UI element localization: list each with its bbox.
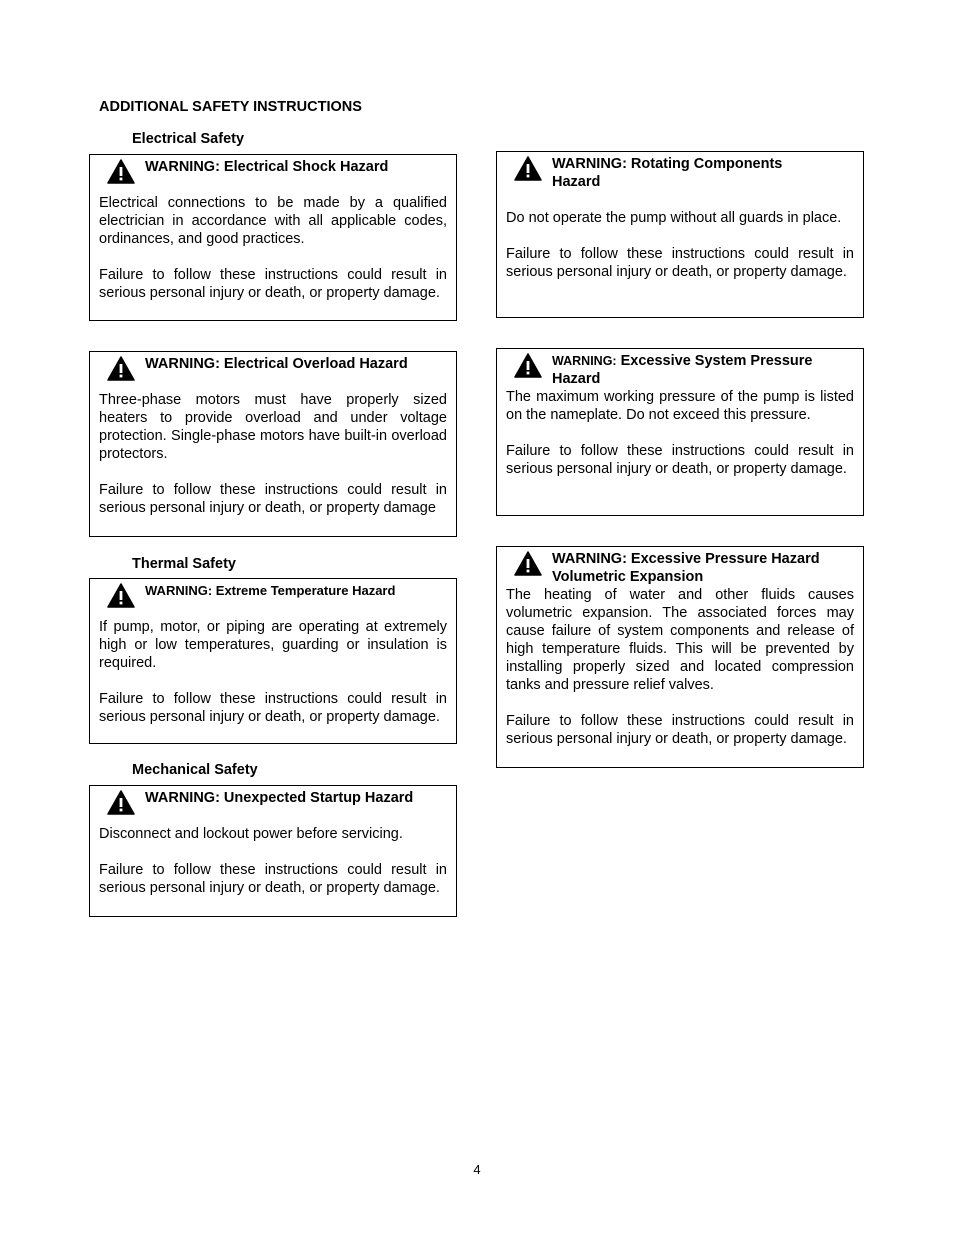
warning-consequence: Failure to follow these instructions could result in serious personal injury or death, or property damage.: [99, 267, 447, 301]
warning-header: [99, 158, 447, 176]
warning-triangle-icon: [107, 583, 135, 608]
warning-text: If pump, motor, or piping are operating at extremely high or low temperatures, guarding or insulation is required.: [99, 619, 447, 671]
warning-consequence: Failure to follow these instructions could result in serious personal injury or death, or property damage.: [99, 862, 447, 896]
warning-title-line1: WARNING: Excessive Pressure Hazard: [552, 551, 820, 567]
warning-box-system-pressure: [496, 348, 864, 516]
warning-title: WARNING: Electrical Shock Hazard: [145, 159, 389, 175]
warning-header: [506, 155, 854, 191]
warning-text: Disconnect and lockout power before servicing.: [99, 826, 403, 842]
warning-box-rotating-components: [496, 151, 864, 318]
warning-header: [506, 550, 854, 586]
warning-title-line2: Hazard: [552, 371, 601, 387]
warning-box-volumetric-expansion: [496, 546, 864, 768]
page-number: 4: [473, 1162, 481, 1177]
warning-triangle-icon: [514, 353, 542, 378]
warning-triangle-icon: [107, 159, 135, 184]
warning-triangle-icon: [107, 356, 135, 381]
warning-title: WARNING: Electrical Overload Hazard: [145, 356, 408, 372]
warning-text: The heating of water and other fluids causes volumetric expansion. The associated forces may cause failure of system components and release of high temperature fluids. This will be prevented by installing properly sized and located compression tanks and pressure relief valves.: [506, 587, 854, 693]
warning-text: The maximum working pressure of the pump is listed on the nameplate. Do not exceed this pressure.: [506, 389, 854, 423]
section-title-mechanical: Mechanical Safety: [132, 762, 258, 778]
warning-title: WARNING: Extreme Temperature Hazard: [145, 583, 396, 598]
warning-header: [99, 582, 447, 600]
warning-title-line1: WARNING: Rotating Components: [552, 156, 783, 172]
warning-header: [506, 352, 854, 388]
warning-title-line2: Hazard: [552, 174, 601, 190]
warning-box-unexpected-startup: [89, 785, 457, 917]
warning-header: [99, 789, 447, 807]
warning-title-lead: WARNING:: [552, 354, 617, 368]
warning-box-electrical-shock: [89, 154, 457, 321]
warning-triangle-icon: [107, 790, 135, 815]
warning-consequence: Failure to follow these instructions could result in serious personal injury or death, or property damage: [99, 482, 447, 516]
page-title: ADDITIONAL SAFETY INSTRUCTIONS: [99, 99, 362, 115]
section-title-electrical: Electrical Safety: [132, 131, 245, 147]
warning-title: WARNING: Unexpected Startup Hazard: [145, 790, 414, 806]
section-title-thermal: Thermal Safety: [132, 556, 236, 572]
warning-triangle-icon: [514, 551, 542, 576]
warning-consequence: Failure to follow these instructions could result in serious personal injury or death, or property damage.: [506, 443, 854, 477]
warning-text: Do not operate the pump without all guards in place.: [506, 210, 842, 226]
warning-title-rest: Excessive System Pressure: [616, 353, 813, 369]
warning-consequence: Failure to follow these instructions could result in serious personal injury or death, or property damage.: [99, 691, 447, 725]
warning-consequence: Failure to follow these instructions could result in serious personal injury or death, or property damage.: [506, 246, 854, 280]
warning-box-extreme-temperature: [89, 578, 457, 744]
warning-text: Electrical connections to be made by a qualified electrician in accordance with all applicable codes, ordinances, and good practices.: [99, 195, 447, 247]
warning-box-electrical-overload: [89, 351, 457, 537]
warning-header: [99, 355, 447, 373]
warning-consequence: Failure to follow these instructions could result in serious personal injury or death, or property damage.: [506, 713, 854, 747]
warning-title-line2: Volumetric Expansion: [552, 569, 704, 585]
warning-text: Three-phase motors must have properly sized heaters to provide overload and under voltage protection. Single-phase motors have built-in overload protectors.: [99, 392, 447, 462]
warning-triangle-icon: [514, 156, 542, 181]
